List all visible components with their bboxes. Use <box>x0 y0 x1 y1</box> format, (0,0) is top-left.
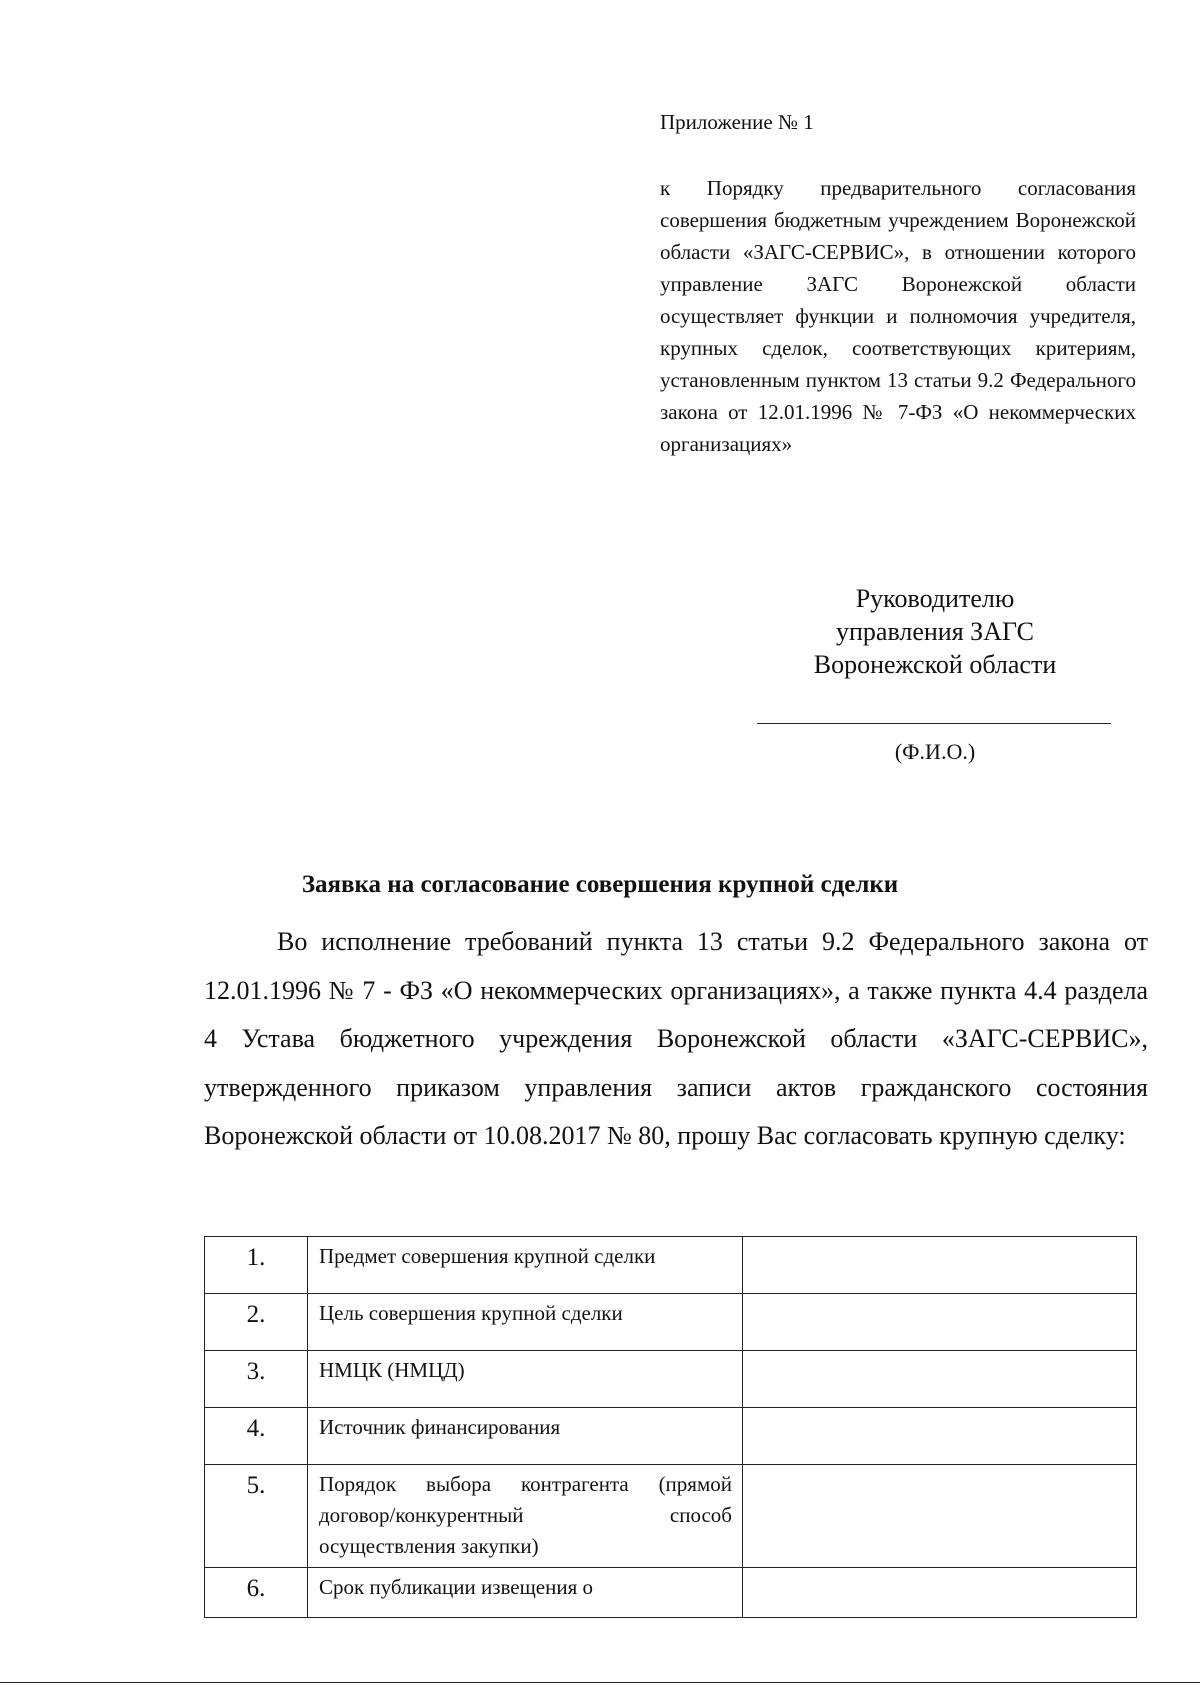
table-row <box>205 1568 1137 1618</box>
row-number: 1. <box>205 1237 308 1294</box>
table-row <box>205 1294 1137 1351</box>
table-row <box>205 1237 1137 1294</box>
table-row <box>205 1351 1137 1408</box>
fio-caption: (Ф.И.О.) <box>894 739 976 764</box>
request-table <box>204 1236 1137 1618</box>
row-number: 5. <box>205 1465 308 1568</box>
addressee-block <box>760 582 1110 681</box>
table-row <box>205 1465 1137 1568</box>
row-number: 3. <box>205 1351 308 1408</box>
addressee-line-3: Воронежской области <box>813 650 1057 679</box>
document-body-text: Во исполнение требований пункта 13 статьи 9.2 Федерального закона от 12.01.1996 № 7 - ФЗ «О некоммерческих организациях», а также пункта 4.4 раздела 4 Устава бюджетного учреждения Воронежской области «ЗАГС-СЕРВИС», утвержденного приказом управления записи актов гражданского состояния Воронежской области от 10.08.2017 № 80, прошу Вас согласовать крупную сделку: <box>204 927 1148 1150</box>
row-label: Срок публикации извещения о <box>308 1568 743 1618</box>
annex-text: к Порядку предварительного согласования совершения бюджетным учреждением Воронежской области «ЗАГС-СЕРВИС», в отношении которого управление ЗАГС Воронежской области осуществляет функции и полномочия учредителя, крупных сделок, соответствующих критериям, установленным пунктом 13 статьи 9.2 Федерального закона от 12.01.1996 № 7-ФЗ «О некоммерческих организациях» <box>660 176 1136 456</box>
row-number: 2. <box>205 1294 308 1351</box>
row-label: Источник финансирования <box>308 1408 743 1465</box>
addressee-line-2: управления ЗАГС <box>835 617 1035 646</box>
row-value-field[interactable] <box>743 1465 1137 1568</box>
row-label: Предмет совершения крупной сделки <box>308 1237 743 1294</box>
row-value-field[interactable] <box>743 1294 1137 1351</box>
row-label: Порядок выбора контрагента (прямой договор/конкурентный способ осуществления закупки) <box>308 1465 743 1568</box>
annex-title: Приложение № 1 <box>660 110 814 134</box>
fio-signature-line <box>757 723 1111 724</box>
row-label: НМЦК (НМЦД) <box>308 1351 743 1408</box>
document-heading: Заявка на согласование совершения крупной сделки <box>301 871 899 898</box>
row-value-field[interactable] <box>743 1408 1137 1465</box>
row-number: 6. <box>205 1568 308 1618</box>
row-value-field[interactable] <box>743 1568 1137 1618</box>
row-value-field[interactable] <box>743 1351 1137 1408</box>
addressee-line-1: Руководителю <box>855 584 1015 613</box>
row-label: Цель совершения крупной сделки <box>308 1294 743 1351</box>
row-number: 4. <box>205 1408 308 1465</box>
page-bottom-rule <box>0 1682 1200 1683</box>
row-value-field[interactable] <box>743 1237 1137 1294</box>
table-row <box>205 1408 1137 1465</box>
